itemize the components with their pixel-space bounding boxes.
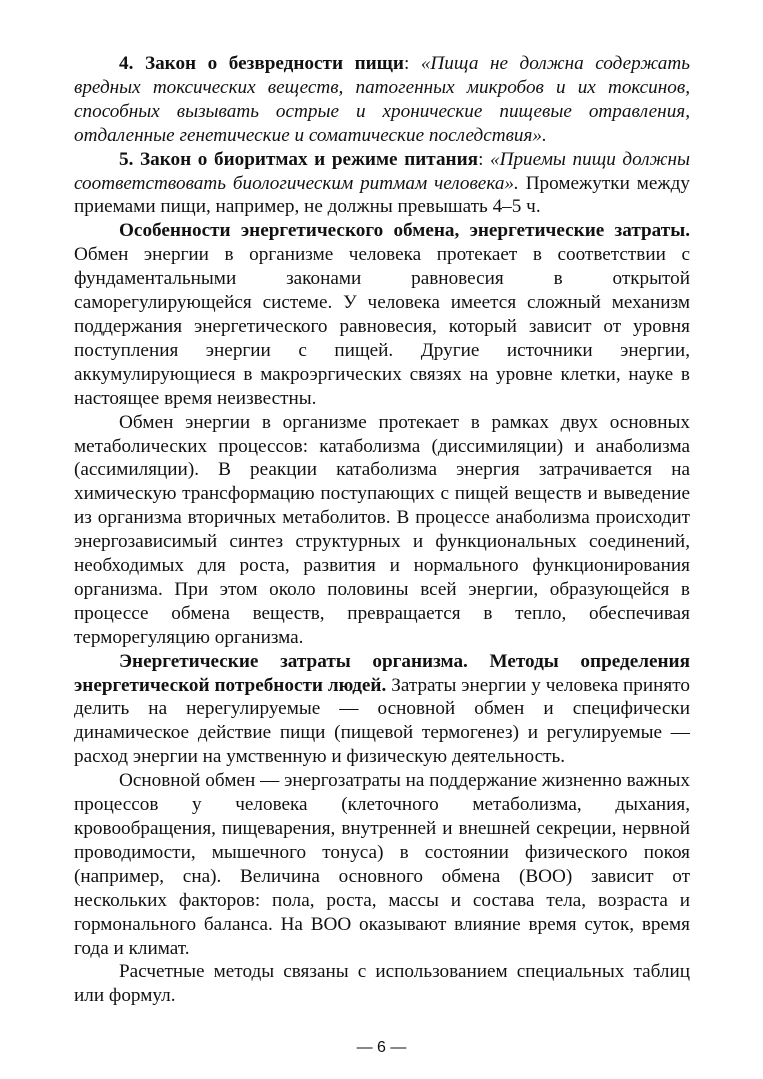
page-number: — 6 — xyxy=(356,1039,407,1056)
law-4-heading: 4. Закон о безвредности пищи xyxy=(119,53,404,74)
law-4-separator: : xyxy=(403,53,421,74)
document-page xyxy=(74,52,690,1008)
paragraph-basal-metabolism xyxy=(74,769,690,960)
metabolism-text: Обмен энергии в организме протекает в рамках двух основных метаболических процессов: катаболизма (диссимиляции) и анаболизма (ассимиляции). В реакции катаболизма энергия затрачивается на химическую трансформацию поступающих с пищей веществ и выведение из организма вторичных метаболитов. В процессе анаболизма происходит энергозависимый синтез структурных и функциональных соединений, необходимых для роста, развития и нормального функционирования организма. При этом около половины всей энергии, образующейся в процессе обмена веществ, превращается в тепло, обеспечивая терморегуляцию организма. xyxy=(74,411,690,648)
law-5-quote: «Приемы пищи должны соответствовать биологическим ритмам человека». xyxy=(74,148,690,194)
energy-costs-text: Затраты энергии у человека принято делить на нерегулируемые — основной обмен и специфически динамическое действие пищи (пищевой термогенез) и регулируемые — расход энергии на умственную и физическую деятельность. xyxy=(74,674,690,768)
paragraph-calculation-methods xyxy=(74,960,690,1008)
energy-exchange-heading: Особенности энергетического обмена, энергетические затраты. xyxy=(119,220,690,242)
paragraph-law-4 xyxy=(74,52,690,148)
energy-costs-heading: Энергетические затраты организма. Методы определения энергетической потребности людей. xyxy=(74,650,690,696)
paragraph-metabolism xyxy=(74,411,690,650)
energy-exchange-text: Обмен энергии в организме человека протекает в соответствии с фундаментальными законами равновесия в открытой саморегулирующейся системе. У человека имеется сложный механизм поддержания энергетического равновесия, который зависит от уровня поступления энергии с пищей. Другие источники энергии, аккумулирующиеся в макроэргических связях на уровне клетки, науке в настоящее время неизвестны. xyxy=(74,244,690,409)
law-5-text: Промежутки между приемами пищи, например, не должны превышать 4–5 ч. xyxy=(74,172,690,218)
law-5-separator: : xyxy=(478,148,491,170)
basal-metabolism-text: Основной обмен — энергозатраты на поддержание жизненно важных процессов у человека (клеточного метаболизма, дыхания, кровообращения, пищеварения, внутренней и внешней секреции, нервной проводимости, мышечного тонуса) в состоянии физического покоя (например, сна). Величина основного обмена (ВОО) зависит от нескольких факторов: пола, роста, массы и состава тела, возраста и гормонального баланса. На ВОО оказывают влияние время суток, время года и климат. xyxy=(74,770,690,959)
calculation-methods-text: Расчетные методы связаны с использованием специальных таблиц или формул. xyxy=(74,961,690,1007)
paragraph-energy-exchange xyxy=(74,219,690,410)
law-5-heading: 5. Закон о биоритмах и режиме питания xyxy=(119,148,479,170)
paragraph-energy-costs xyxy=(74,650,690,770)
paragraph-law-5 xyxy=(74,148,690,220)
law-4-quote: «Пища не должна содержать вредных токсических веществ, патогенных микробов и их токсинов, способных вызывать острые и хронические пищевые отравления, отдаленные генетические и соматические последствия». xyxy=(74,53,690,146)
